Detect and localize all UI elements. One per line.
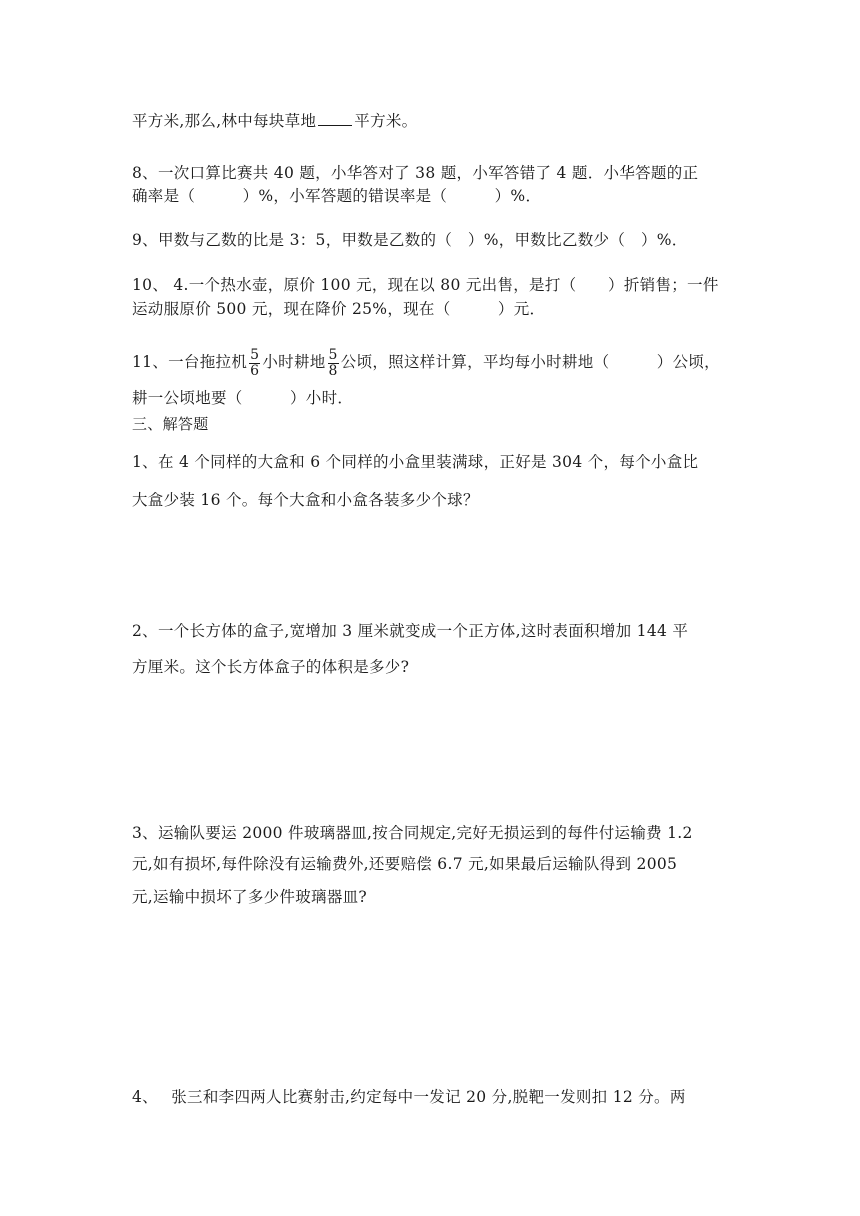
denominator: 6 [250,362,260,379]
problem-1-line-1: 1、在 4 个同样的大盒和 6 个同样的小盒里装满球，正好是 304 个，每个小盒比 [132,453,699,471]
question-11-line-1 [132,346,720,379]
question-10-line-1: 10、 4.一个热水壶，原价 100 元，现在以 80 元出售，是打（ ）折销售；一件 [132,276,719,294]
problem-4-line-1: 4、 张三和李四两人比赛射击,约定每中一发记 20 分,脱靶一发则扣 12 分。两 [132,1088,686,1106]
problem-1-line-2: 大盒少装 16 个。每个大盒和小盒各装多少个球？ [132,491,479,509]
text: 公顷，照这样计算，平均每小时耕地（ ）公顷， [340,353,720,371]
denominator: 8 [328,362,338,379]
text: 小时耕地 [262,353,326,371]
text: 11、一台拖拉机 [132,353,248,371]
problem-3-line-2: 元,如有损坏,每件除没有运输费外,还要赔偿 6.7 元,如果最后运输队得到 2005 [132,855,678,873]
question-11-line-2: 耕一公顷地要（ ）小时． [132,389,354,407]
problem-3-line-3: 元,运输中损坏了多少件玻璃器皿? [132,888,368,906]
problem-2-line-1: 2、一个长方体的盒子,宽增加 3 厘米就变成一个正方体,这时表面积增加 144 平 [132,622,689,640]
text: 平方米。 [354,112,418,130]
question-8-line-2: 确率是（ ）%，小军答题的错误率是（ ）%． [132,187,542,205]
fraction-5-6 [249,348,260,379]
numerator: 5 [250,346,260,363]
problem-3-line-1: 3、运输队要运 2000 件玻璃器皿,按合同规定,完好无损运到的每件付运输费 1.2 [132,824,693,842]
text: 平方米,那么,林中每块草地 [132,112,317,130]
question-8-line-1: 8、一次口算比赛共 40 题，小华答对了 38 题，小军答错了 4 题．小华答题的正 [132,164,699,182]
question-9: 9、甲数与乙数的比是 3：5，甲数是乙数的（ ）%，甲数比乙数少（ ）%． [132,231,688,249]
section-heading: 三、解答题 [132,415,209,433]
question-7-tail [132,110,417,132]
problem-2-line-2: 方厘米。这个长方体盒子的体积是多少? [132,658,410,676]
answer-blank [318,111,352,126]
question-10-line-2: 运动服原价 500 元，现在降价 25%，现在（ ）元． [132,300,546,318]
fraction-5-8 [328,348,339,379]
numerator: 5 [328,346,338,363]
